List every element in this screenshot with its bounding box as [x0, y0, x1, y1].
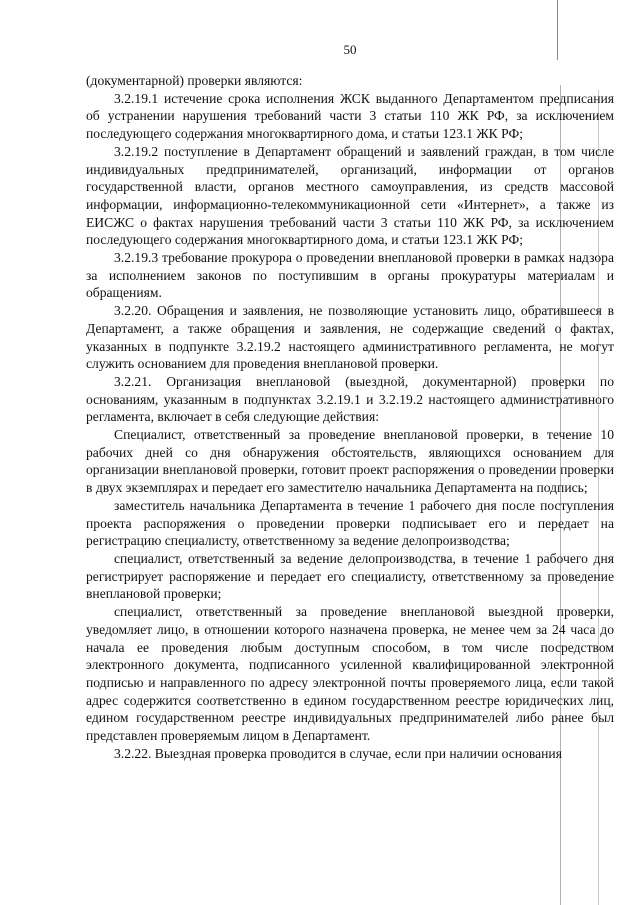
paragraph-registration: специалист, ответственный за ведение делопроизводства, в течение 1 рабочего дня регистрирует распоряжение и передает его специалисту, ответственному за проведение внеплановой проверки; — [86, 550, 614, 602]
document-body — [86, 72, 614, 762]
paragraph-3-2-19-3: 3.2.19.3 требование прокурора о проведении внеплановой проверки в рамках надзора за исполнением законов по поступившим в органы прокуратуры материалам и обращениям. — [86, 250, 614, 301]
paragraph-deputy-signature: заместитель начальника Департамента в течение 1 рабочего дня после поступления проекта распоряжения о проведении проверки подписывает его и передает на регистрацию специалисту, ответственному за ведение делопроизводства; — [86, 497, 614, 549]
paragraph-3-2-19-2: 3.2.19.2 поступление в Департамент обращений и заявлений граждан, в том числе индивидуальных предпринимателей, организаций, информации от органов государственной власти, органов местного самоуправления, из средств массовой информации, информационно-телекоммуникационной сети «Интернет», а также из ЕИСЖС о фактах нарушения требований части 3 статьи 110 ЖК РФ, за исключением последующего содержания многоквартирного дома, и статьи 123.1 ЖК РФ; — [86, 143, 614, 248]
paragraph-3-2-19-1: 3.2.19.1 истечение срока исполнения ЖСК выданного Департаментом предписания об устранении нарушения требований части 3 статьи 110 ЖК РФ, за исключением последующего содержания многоквартирного дома, и статьи 123.1 ЖК РФ; — [86, 90, 614, 142]
page-number: 50 — [343, 42, 357, 57]
document-page — [86, 0, 614, 905]
paragraph-3-2-20: 3.2.20. Обращения и заявления, не позволяющие установить лицо, обратившееся в Департамент, а также обращения и заявления, не содержащие сведений о фактах, указанных в подпункте 3.2.19.2 настоящего административного регламента, не могут служить основанием для проведения внеплановой проверки. — [86, 303, 614, 372]
paragraph-intro: (документарной) проверки являются: — [86, 73, 303, 88]
paragraph-specialist-preparation: Специалист, ответственный за проведение внеплановой проверки, в течение 10 рабочих дней со дня обнаружения обстоятельств, являющихся основанием для организации внеплановой проверки, готовит проект распоряжения о проведении проверки в двух экземплярах и передает его заместителю начальника Департамента на подпись; — [86, 427, 614, 496]
scan-fold-line — [598, 90, 599, 905]
paragraph-3-2-21: 3.2.21. Организация внеплановой (выездной, документарной) проверки по основаниям, указанным в подпунктах 3.2.19.1 и 3.2.19.2 настоящего административного регламента, включает в себя следующие действия: — [86, 373, 614, 425]
paragraph-3-2-22: 3.2.22. Выездная проверка проводится в случае, если при наличии основания — [114, 745, 562, 761]
paragraph-notification: специалист, ответственный за проведение внеплановой выездной проверки, уведомляет лицо, в отношении которого назначена проверка, не менее чем за 24 часа до начала ее проведения любым доступным способом, в том числе посредством электронного документа, подписанного усиленной квалифицированной электронной подписью и направленного по адресу электронной почты проверяемого лица, если такой адрес содержится соответственно в едином государственном реестре юридических лиц, едином государственном реестре индивидуальных предпринимателей либо ранее был представлен проверяемым лицом в Департамент. — [86, 604, 614, 744]
scan-fold-line — [557, 0, 558, 60]
scan-fold-line — [560, 85, 561, 905]
